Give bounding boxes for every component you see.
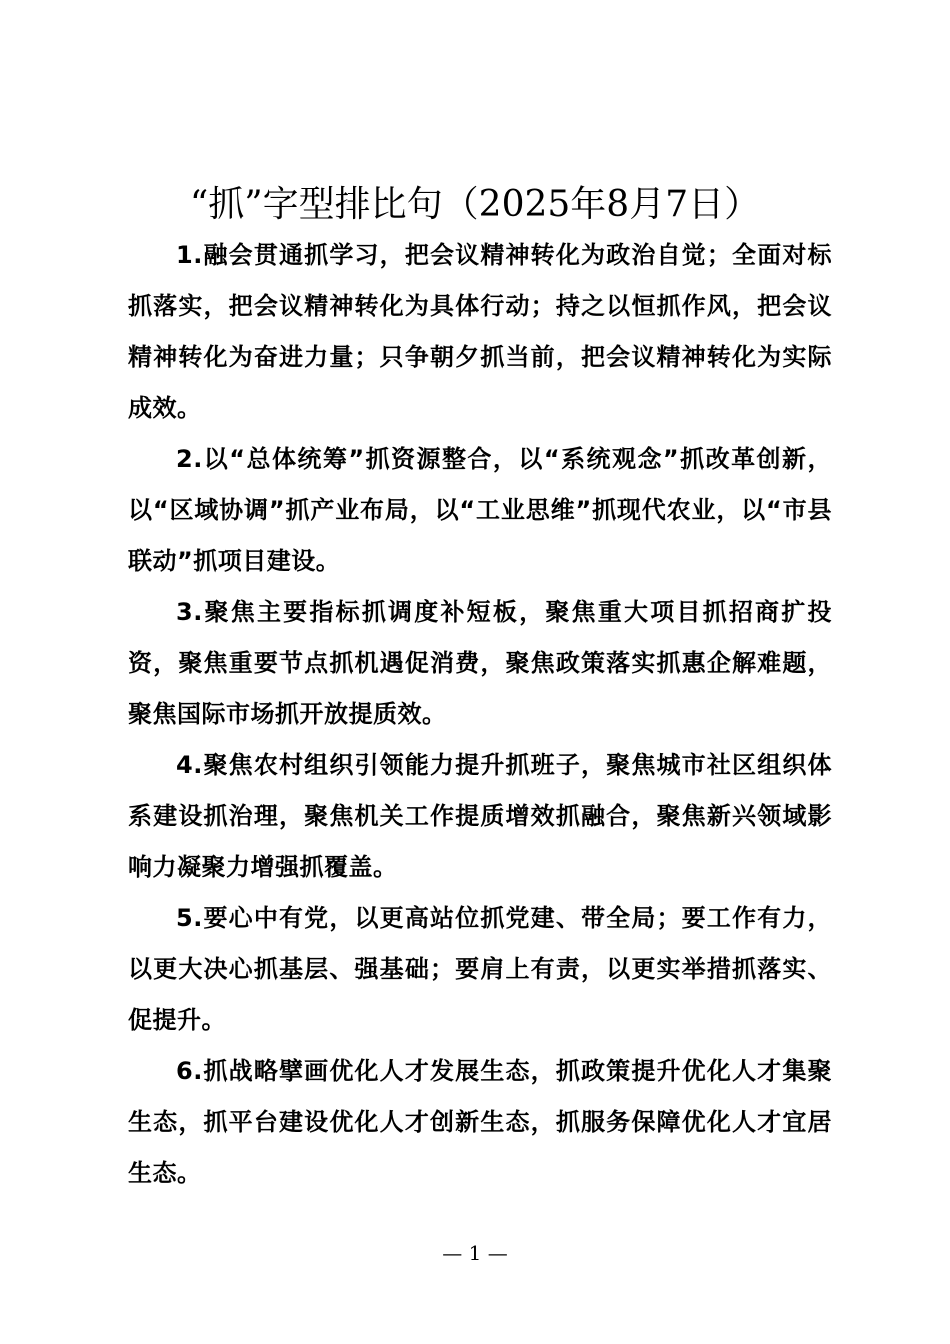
paragraph-1: 1.融会贯通抓学习，把会议精神转化为政治自觉；全面对标抓落实，把会议精神转化为具体行动；持之以恒抓作风，把会议精神转化为奋进力量；只争朝夕抓当前，把会议精神转化为实际成效。 [128,241,832,422]
document-body [128,230,832,1199]
paragraph-3: 3.聚焦主要指标抓调度补短板，聚焦重大项目抓招商扩投资，聚焦重要节点抓机遇促消费，聚焦政策落实抓惠企解难题，聚焦国际市场抓开放提质效。 [128,598,832,728]
paragraph-6: 6.抓战略擘画优化人才发展生态，抓政策提升优化人才集聚生态，抓平台建设优化人才创新生态，抓服务保障优化人才宜居生态。 [128,1057,832,1187]
document-title: “抓”字型排比句（2025年8月7日） [189,184,761,225]
paragraph-4: 4.聚焦农村组织引领能力提升抓班子，聚焦城市社区组织体系建设抓治理，聚焦机关工作提质增效抓融合，聚焦新兴领域影响力凝聚力增强抓覆盖。 [128,751,832,881]
paragraph-5: 5.要心中有党，以更高站位抓党建、带全局；要工作有力，以更大决心抓基层、强基础；要肩上有责，以更实举措抓落实、促提升。 [128,904,832,1034]
page-number: — 1 — [442,1241,508,1265]
paragraph-2: 2.以“总体统筹”抓资源整合，以“系统观念”抓改革创新，以“区域协调”抓产业布局，以“工业思维”抓现代农业，以“市县联动”抓项目建设。 [128,445,832,575]
